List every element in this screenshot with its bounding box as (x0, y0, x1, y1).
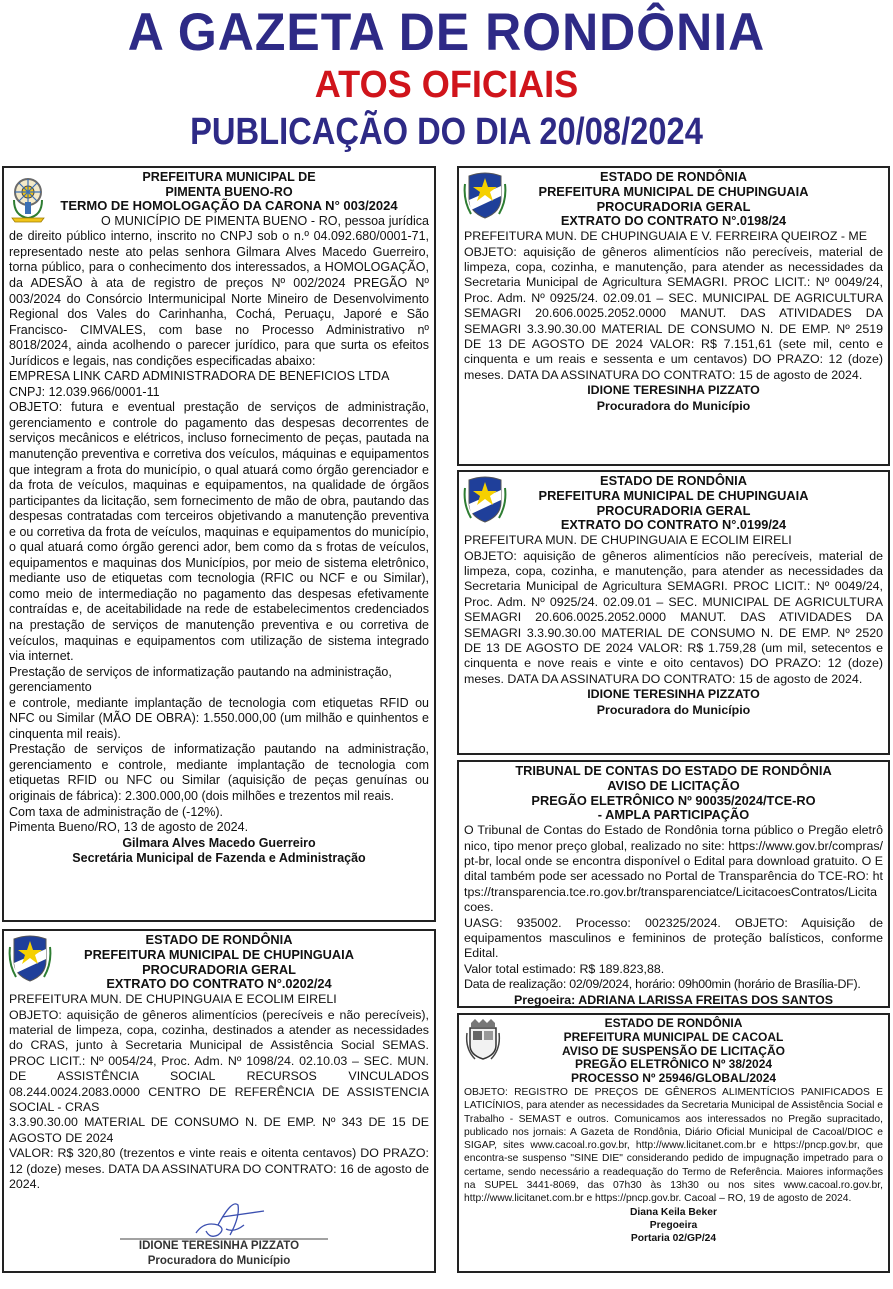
company-cnpj: CNPJ: 12.039.966/0001-11 (9, 384, 160, 399)
signer-name: Diana Keila Beker (630, 1206, 717, 1218)
intro-paragraph: O MUNICÍPIO DE PIMENTA BUENO - RO, pessoa jurídica de direito público interno, inscrito no CNPJ sob o n.º 04.092.680/0001-71, representado neste ato pelas senhora Gilmara Alves Macedo Guerreiro, torna público, para o conhecimento dos interessados, a HOMOLOGAÇÃO, da ADESÃO à ata de registro de preços Nº 002/2024 PREGÃO Nº 003/2024 do Consórcio Intermunicipal Norte Mineiro de Desenvolvimento Regional dos Vales do Carinhanha, Cochá, Peruaçu, Japoré e São Francisco- CIMVALES, com base no Processo Administrativo nº 8018/2024, ainda acolhendo o parecer jurídico, para que surta os efeitos Jurídicos e legais, nas condições especificadas abaixo: (9, 213, 429, 368)
header-line: PIMENTA BUENO-RO (165, 184, 293, 199)
valor-paragraph: VALOR: R$ 320,80 (trezentos e vinte reais e oitenta centavos) DO PRAZO: 12 (doze) meses. DATA DA ASSINATURA DO CONTRATO: 16 de agosto de 2024. (9, 1146, 429, 1192)
admin-fee: Com taxa de administração de (-12%). (9, 804, 223, 819)
rondonia-coat-of-arms-icon (463, 170, 507, 220)
header-line: PROCURADORIA GERAL (596, 198, 751, 214)
header-line: PROCESSO Nº 25946/GLOBAL/2024 (570, 1071, 777, 1086)
notice-title: AVISO DE SUSPENSÃO DE LICITAÇÃO (562, 1043, 785, 1058)
notice-header (9, 933, 429, 992)
handwritten-signature (114, 1195, 334, 1245)
header-line: PREFEITURA MUNICIPAL DE CHUPINGUAIA (538, 183, 809, 199)
notice-header (464, 1017, 883, 1086)
body-paragraph: O Tribunal de Contas do Estado de Rondônia torna público o Pregão eletrônico, tipo menor preço global, realizado no site: https://www.gov.br/compras/pt-br, local onde se encontra disponível o Edital para download gratuito. O Edital também pode ser acessado no Portal de Transparência do TCE-RO: https://transparencia.tce.ro.gov.br/transparenciatce/LicitacoesContratos/Licitacoes. (464, 823, 883, 915)
header-line: PREGÃO ELETRÔNICO Nº 38/2024 (574, 1057, 773, 1072)
header-line: PREFEITURA MUNICIPAL DE CHUPINGUAIA (84, 946, 354, 962)
date-time: Data de realização: 02/09/2024, horário: 09h00min (horário de Brasília-DF). (464, 977, 861, 992)
material-line: 3.3.90.30.00 MATERIAL DE CONSUMO N. DE EMP. Nº 343 DE 15 DE AGOSTO DE 2024 (9, 1115, 429, 1145)
notice-header (464, 170, 883, 229)
header-line: ESTADO DE RONDÔNIA (604, 1016, 743, 1030)
item-1-line-a: Prestação de serviços de informatização pautando na administração, gerenciamento (9, 664, 392, 695)
signer-name: IDIONE TERESINHA PIZZATO (587, 687, 760, 702)
notice-chupinguaia-0202 (2, 929, 436, 1273)
place-date: Pimenta Bueno/RO, 13 de agosto de 2024. (9, 820, 249, 835)
signer-role: Pregoeira (649, 1219, 698, 1231)
objeto-paragraph: OBJETO: aquisição de gêneros alimentícios não perecíveis, material de limpeza, copa, cozinha, e manutenção, para atender as necessidades da Secretaria Municipal de Agricultura SEMAGRI. PROC LICIT.: Nº 0049/24, Proc. Adm. Nº 0925/24. 02.09.01 – SEC. MUNICIPAL DE AGRICULTURA SEMAGRI 20.606.0025.2052.0000 MANUT. DAS ATIVIDADES DA SEMAGRI 3.3.90.30.00 MATERIAL DE CONSUMO N. DE EMP. Nº 2519 DE 13 DE AGOSTO DE 2024 VALOR: R$ 7.151,61 (sete mil, cento e cinquenta e um reais e sessenta e um centavos) DO PRAZO: 12 (doze) meses. DATA DA ASSINATURA DO CONTRATO: 15 de agosto de 2024. (464, 244, 883, 382)
uasg-paragraph: UASG: 935002. Processo: 002325/2024. OBJETO: Aquisição de equipamentos masculinos e femininos de proteção balísticos, conforme Edital. (464, 915, 883, 961)
header-line: PREFEITURA MUNICIPAL DE CACOAL (563, 1029, 784, 1044)
header-line: PREFEITURA MUNICIPAL DE CHUPINGUAIA (538, 487, 809, 503)
signer-role: Secretária Municipal de Fazenda e Administração (72, 851, 366, 866)
header-line: PREFEITURA MUNICIPAL DE (142, 170, 316, 184)
notice-title: TERMO DE HOMOLOGAÇÃO DA CARONA N° 003/2024 (60, 198, 398, 214)
notice-title: EXTRATO DO CONTRATO N°.0202/24 (106, 976, 332, 992)
signer-role: Procuradora do Município (596, 702, 751, 717)
objeto-paragraph: OBJETO: aquisição de gêneros alimentícios não perecíveis, material de limpeza, copa, cozinha, e manutenção, para atender as necessidades da Secretaria Municipal de Agricultura SEMAGRI. PROC LICIT.: Nº 0049/24, Proc. Adm. Nº 0925/24. 02.09.01 – SEC. MUNICIPAL DE AGRICULTURA SEMAGRI 20.606.0025.2052.0000 MANUT. DAS ATIVIDADES DA SEMAGRI 3.3.90.30.00 MATERIAL DE CONSUMO N. DE EMP. Nº 2520 DE 13 DE AGOSTO DE 2024 VALOR: R$ 1.759,28 (um mil, setecentos e cinquenta e nove reais e vinte e oito centavos) DO PRAZO: 12 (doze) meses. DATA DA ASSINATURA DO CONTRATO: 15 de agosto de 2024. (464, 548, 883, 686)
notice-title: PREGÃO ELETRÔNICO Nº 90035/2024/TCE-RO (531, 792, 816, 808)
item-2: Prestação de serviços de informatização pautando na administração, gerenciamento e controle, mediante implantação de tecnologia com etiquetas RFID ou NFC ou Similar (aquisição de peças genuínas ou originais de fábrica): 2.300.000,00 (dois milhões e trezentos mil reais. (9, 742, 429, 804)
signer-name: IDIONE TERESINHA PIZZATO (138, 1240, 300, 1252)
signer-name: Gilmara Alves Macedo Guerreiro (122, 835, 316, 850)
objeto-paragraph: OBJETO: aquisição de gêneros alimentícios (perecíveis e não perecíveis), material de limpeza, copa, cozinha, destinados a atender as necessidades do CRAS, junto à Secretaria Municipal de Assistência Social SEMAS. PROC LICIT.: Nº 0054/24, Proc. Adm. Nº 1098/24. 02.10.03 – SEC. MUN. DE ASSISTÊNCIA SOCIAL RECURSOS VINCULADOS 08.244.0024.2083.0000 CENTRO DE REFERÊNCIA DE ASSISTENCIA SOCIAL - CRAS (9, 1007, 429, 1115)
portaria: Portaria 02/GP/24 (630, 1233, 717, 1245)
notice-header (464, 474, 883, 533)
signer-role: Procuradora do Município (596, 398, 751, 413)
objeto-paragraph: OBJETO: futura e eventual prestação de serviços de administração, gerenciamento e controle do pagamento das despesas decorrentes de serviços mecânicos e elétricos, incluso fornecimento de peças, pautada na manutenção preventiva e corretiva dos veículos, máquinas e equipamentos que integram a frota do município, o qual atuará como órgão gerenciador e da frota de veículos, maquinas e equipamentos, na qualidade de órgãos participantes da licitação, sem fornecimento de mão de obra, pautando das despesas contratadas com terceiros objetivando a manutenção preventiva e ou corretiva da frota de veículos, maquinas e equipamentos do município, o qual atuará como órgão gerenci ador, bem como da s frotas de veículos, equipamentos e maquinas dos Municípios, por meio de sistema eletrônico, mediante uso de etiquetas com tecnologia (RFIC ou NCF e ou Similar), como meio de intermediação no pagamento das despesas efetivamente contraídas e, de aceitabilidade na rede de estabelecimentos credenciados na prestação de serviços de manutenção preventiva e ou corretiva de veículos, maquinas e equipamentos com utilização de sistema integrado via internet. (9, 400, 429, 664)
masthead (0, 0, 893, 162)
header-line: AVISO DE LICITAÇÃO (607, 777, 740, 793)
cacoal-coat-of-arms-icon (465, 1019, 501, 1061)
rondonia-coat-of-arms-icon (8, 933, 52, 983)
item-1-line-b: e controle, mediante implantação de tecnologia com etiquetas RFID ou NFC ou Similar (MÃO DE OBRA): 1.550.000,00 (um milhão e quinhentos e cinquenta mil reais). (9, 695, 429, 741)
header-line: ESTADO DE RONDÔNIA (600, 473, 747, 488)
contract-parties: PREFEITURA MUN. DE CHUPINGUAIA E ECOLIM EIRELI (464, 533, 792, 548)
rondonia-coat-of-arms-icon (463, 474, 507, 524)
notice-header (29, 170, 429, 214)
newspaper-title: A GAZETA DE RONDÔNIA (127, 2, 766, 62)
company-name: EMPRESA LINK CARD ADMINISTRADORA DE BENEFICIOS LTDA (9, 369, 390, 384)
contract-parties: PREFEITURA MUN. DE CHUPINGUAIA E ECOLIM EIRELI (9, 992, 337, 1007)
notice-title: EXTRATO DO CONTRATO N°.0198/24 (560, 213, 787, 229)
section-title: ATOS OFICIAIS (314, 64, 579, 106)
notice-cacoal (457, 1013, 890, 1273)
notice-tce-ro (457, 760, 890, 1008)
estimated-value: Valor total estimado: R$ 189.823,88. (464, 961, 665, 976)
signer-role: Procuradora do Município (147, 1255, 291, 1267)
pimenta-bueno-coat-of-arms-icon (10, 176, 46, 224)
signer-name: IDIONE TERESINHA PIZZATO (587, 383, 760, 398)
publication-date: PUBLICAÇÃO DO DIA 20/08/2024 (190, 111, 703, 153)
notice-chupinguaia-0198 (457, 166, 890, 466)
notice-pimenta-bueno (2, 166, 436, 922)
header-line: PROCURADORIA GERAL (596, 502, 751, 518)
contract-parties: PREFEITURA MUN. DE CHUPINGUAIA E V. FERREIRA QUEIROZ - ME (464, 229, 867, 244)
signer-name: Pregoeira: ADRIANA LARISSA FREITAS DOS SANTOS (514, 992, 833, 1007)
header-line: - AMPLA PARTICIPAÇÃO (597, 807, 750, 823)
body-paragraph: OBJETO: REGISTRO DE PREÇOS DE GÊNEROS ALIMENTÍCIOS PANIFICADOS E LATICÍNIOS, para atender as necessidades da Secretaria Municipal de Assistência Social e Trabalho - SEMAST e outros. Comunicamos aos interessados no Pregão supracitado, publicado nos jornais: A Gazeta de Rondônia, Diário Oficial Municipal de Cacoal/DIOC e SIGAP, sites www.cacoal.ro.gov.br, http://www.licitanet.com.br e https://pncp.gov.br, que encontra-se suspenso "SINE DIE" considerando pedido de impugnação impetrado para o certame, sendo necessário a readequação do Termo de Referência. Maiores informações na SUPEL 3441-8069, das 07h30 às 13h30 ou nos sites www.cacoal.ro.gov.br, http://www.licitanet.com.br e https://pncp.gov.br. Cacoal – RO, 19 de agosto de 2024. (464, 1086, 883, 1205)
notice-header (464, 764, 883, 823)
header-line: ESTADO DE RONDÔNIA (600, 169, 747, 184)
notice-chupinguaia-0199 (457, 470, 890, 755)
header-line: TRIBUNAL DE CONTAS DO ESTADO DE RONDÔNIA (515, 763, 832, 778)
notice-title: EXTRATO DO CONTRATO N°.0199/24 (560, 517, 787, 533)
header-line: ESTADO DE RONDÔNIA (145, 932, 293, 947)
header-line: PROCURADORIA GERAL (142, 961, 296, 977)
